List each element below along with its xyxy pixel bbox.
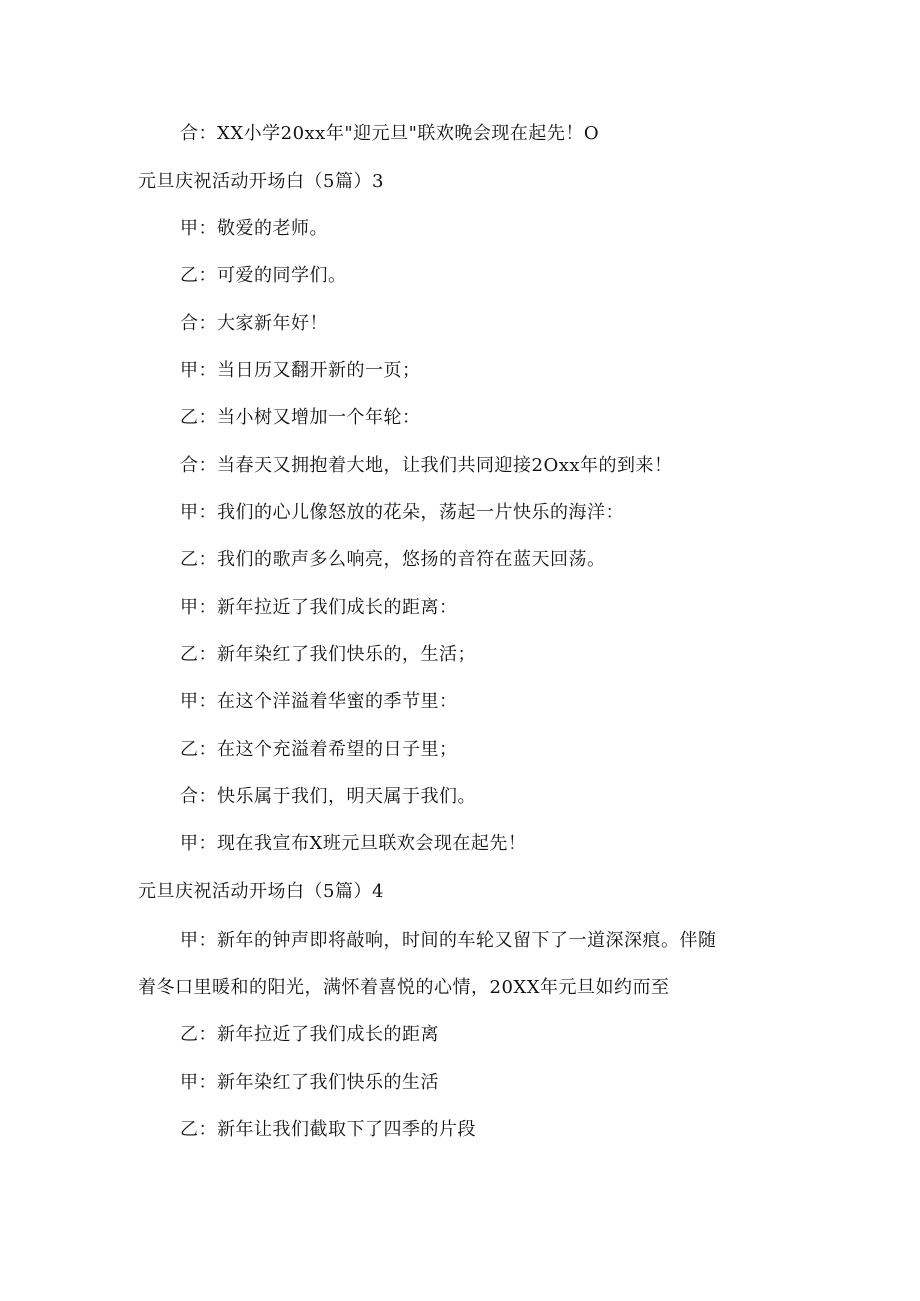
- text-line: 着冬口里暖和的阳光，满怀着喜悦的心情，20XX年元旦如约而至: [138, 977, 670, 998]
- text-line: 合：当春天又拥抱着大地，让我们共同迎接2Oxx年的到来！: [180, 455, 673, 476]
- text-line: 甲：我们的心儿像怒放的花朵，荡起一片快乐的海洋：: [180, 502, 624, 523]
- text-line: 乙：我们的歌声多么响亮，悠扬的音符在蓝天回荡。: [180, 549, 606, 570]
- text-line: 合：快乐属于我们，明天属于我们。: [180, 786, 476, 807]
- text-line: 乙：当小树又增加一个年轮：: [180, 407, 421, 428]
- text-line: 乙：可爱的同学们。: [180, 265, 347, 286]
- text-line: 甲：在这个洋溢着华蜜的季节里：: [180, 691, 458, 712]
- text-line: 乙：在这个充溢着希望的日子里；: [180, 739, 458, 760]
- text-line: 乙：新年染红了我们快乐的，生活；: [180, 644, 476, 665]
- text-line: 乙：新年让我们截取下了四季的片段: [180, 1119, 476, 1140]
- text-line: 乙：新年拉近了我们成长的距离: [180, 1024, 439, 1045]
- text-line: 甲：新年染红了我们快乐的生活: [180, 1072, 439, 1093]
- text-line: 甲：新年的钟声即将敲响，时间的车轮又留下了一道深深痕。伴随: [180, 930, 717, 951]
- text-line: 甲：新年拉近了我们成长的距离：: [180, 597, 458, 618]
- text-line: 甲：现在我宣布X班元旦联欢会现在起先！: [180, 833, 527, 854]
- text-line: 合：XX小学20xx年"迎元旦"联欢晚会现在起先！O: [180, 123, 600, 144]
- text-line: 甲：当日历又翻开新的一页；: [180, 360, 421, 381]
- section-heading: 元旦庆祝活动开场白（5篇）4: [138, 881, 384, 902]
- text-line: 甲：敬爱的老师。: [180, 218, 328, 239]
- section-heading: 元旦庆祝活动开场白（5篇）3: [138, 171, 384, 192]
- text-line: 合：大家新年好！: [180, 313, 328, 334]
